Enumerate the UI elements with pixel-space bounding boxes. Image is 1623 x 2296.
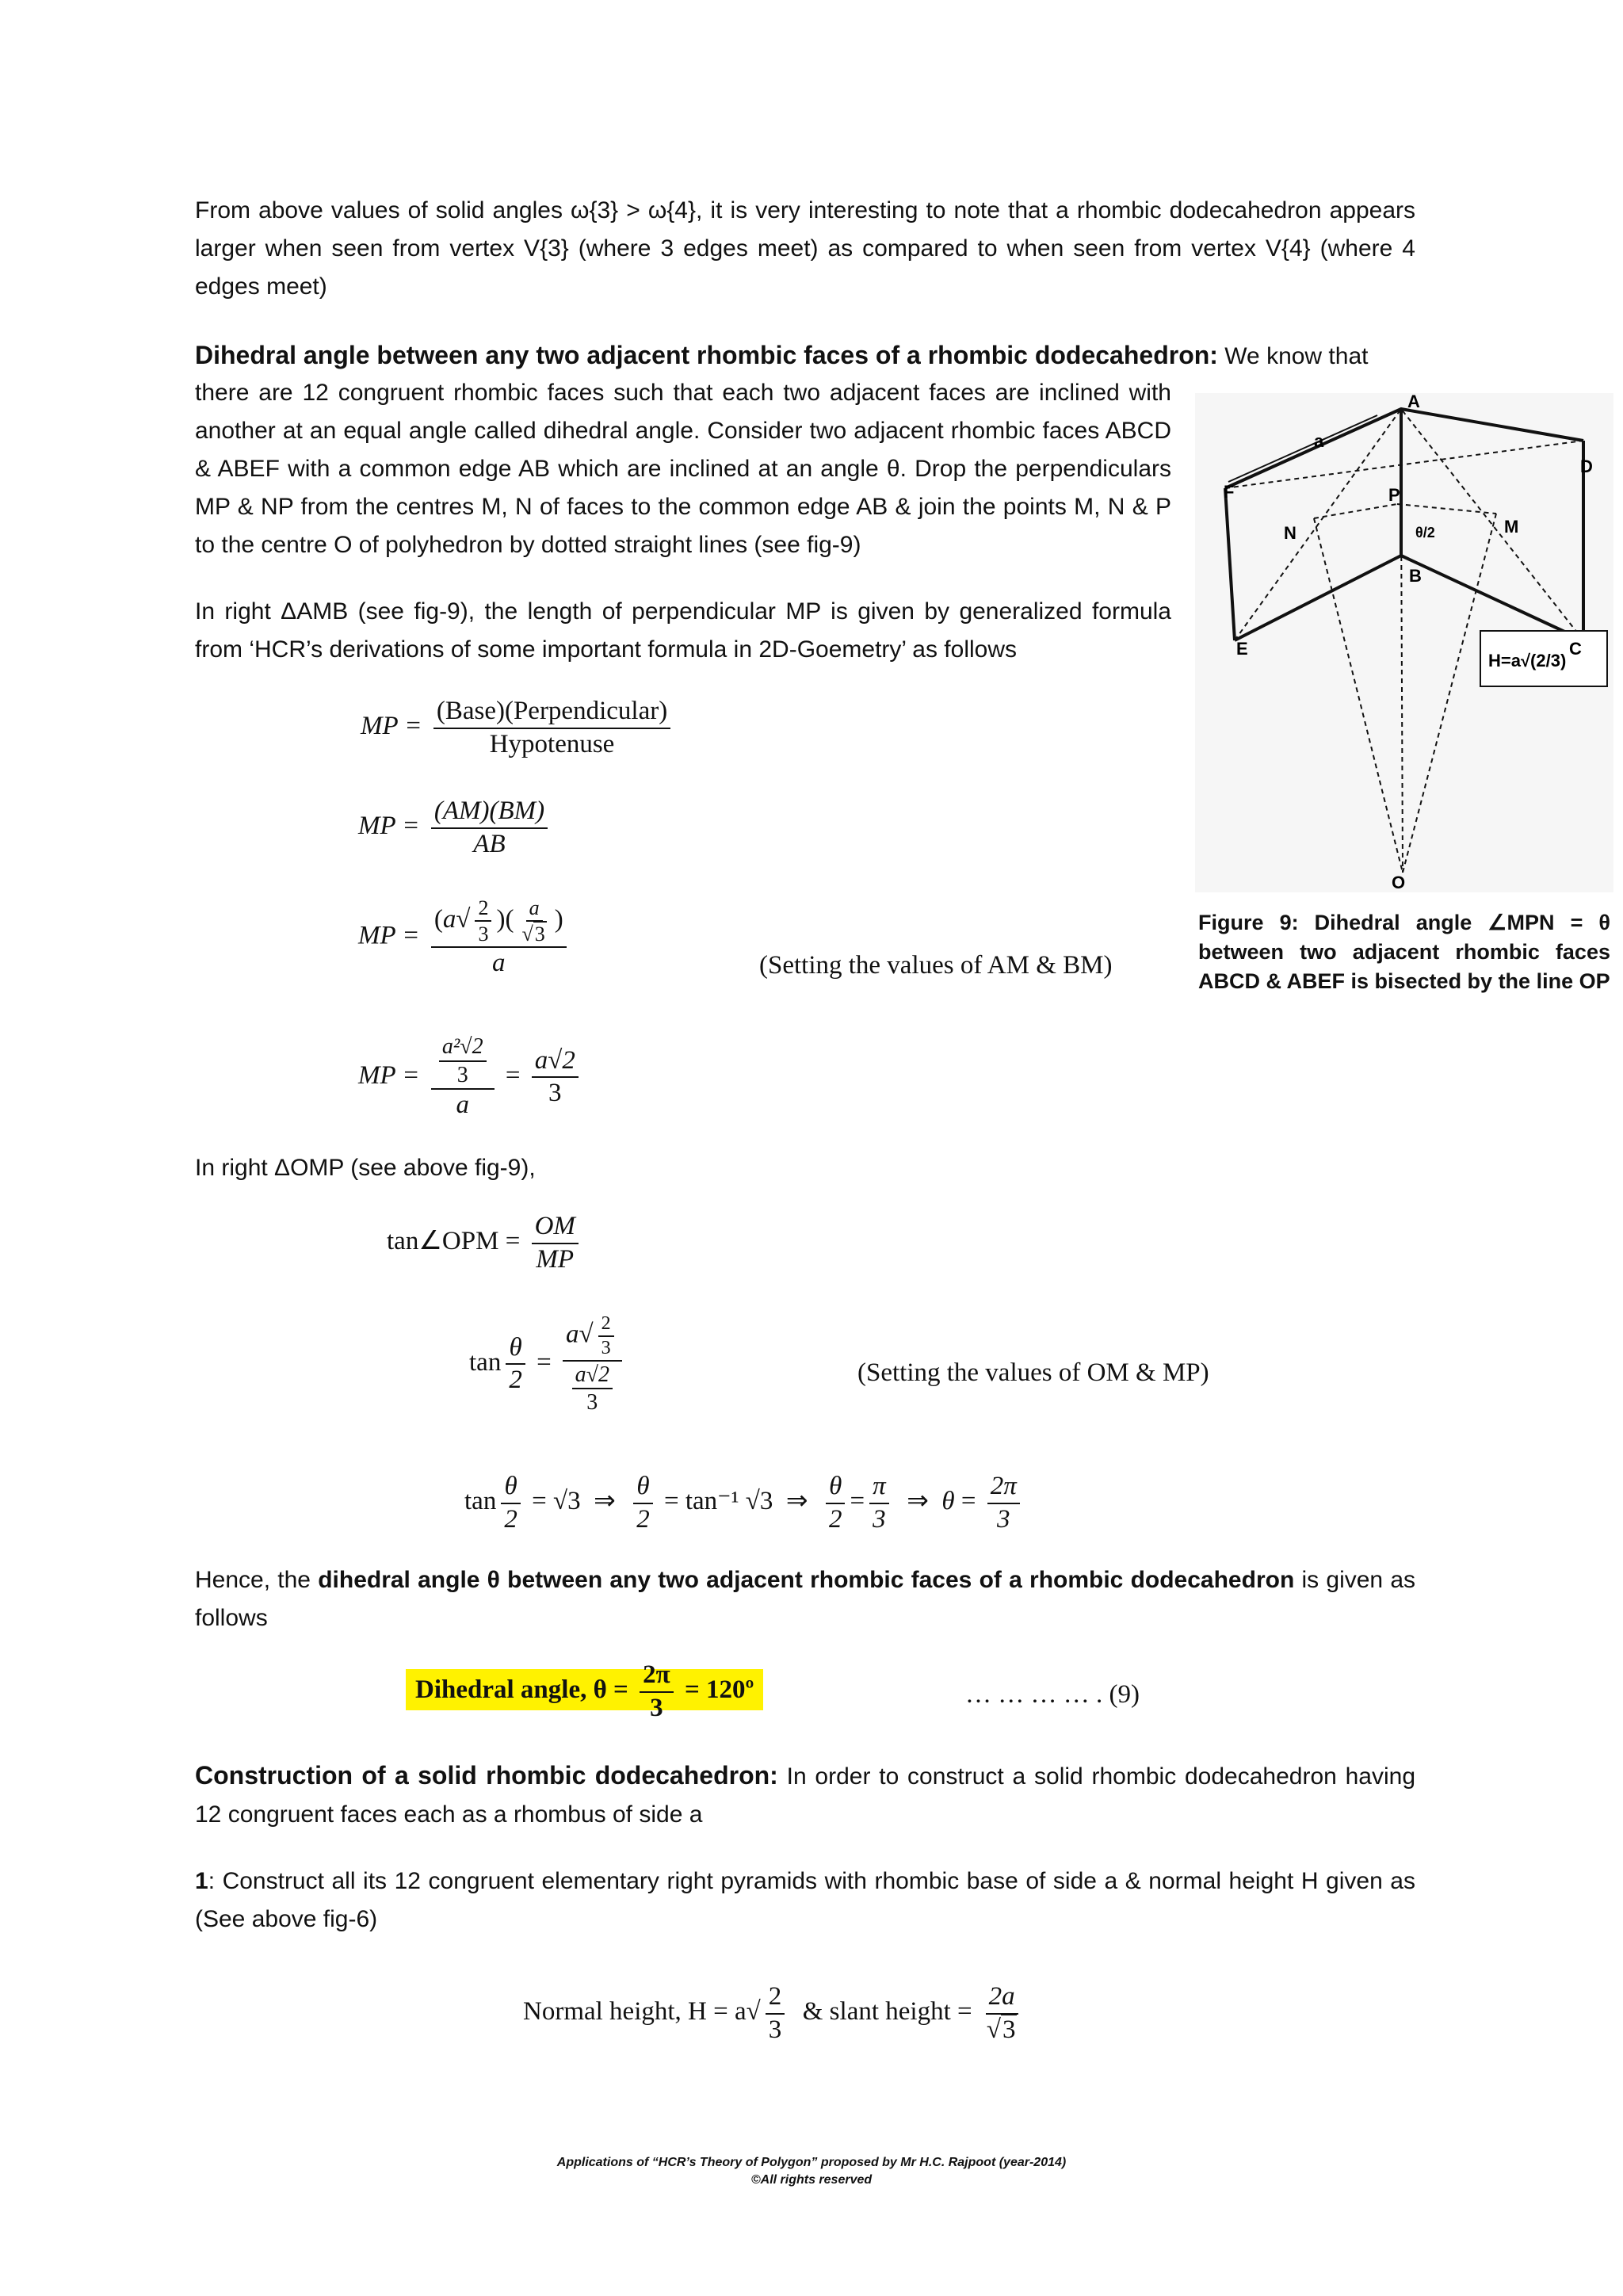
label-a-side: a <box>1314 431 1324 451</box>
construction-paragraph: Construction of a solid rhombic dodecahedron: In order to construct a solid rhombic dodecahedron having 12 congruent faces each as a rhombus of side a <box>195 1761 1416 1828</box>
label-n: N <box>1284 523 1296 543</box>
equation-number-9: … … … … . (9) <box>965 1680 1140 1709</box>
dihedral-result-highlight: Dihedral angle, θ = $\frac{2\pi}{3}$ = 120º <box>406 1669 763 1710</box>
setting-am-bm: (Setting the values of AM & BM) <box>759 951 1113 980</box>
eq-mp-substituted: MP = (a√ $\frac{2}{3}$ )( $\frac{a}{√3}$ ) a <box>358 896 571 980</box>
label-e: E <box>1236 639 1248 659</box>
eq-tan-half-theta: tan $\frac{\theta}{2}$ = a√ $\frac{2}{3}$ $\frac{a√2}{3}$ <box>469 1312 627 1416</box>
omp-paragraph: In right ΔOMP (see above fig-9), <box>195 1155 536 1181</box>
amb-paragraph: In right ΔAMB (see fig-9), the length of perpendicular MP is given by generalized formula from ‘HCR’s derivations of some important formula in 2D-Goemetry’ as follows <box>195 598 1171 663</box>
dihedral-heading-line <box>195 336 1415 376</box>
dihedral-heading-tail: We know that <box>1217 343 1369 369</box>
eq-tan-opm: tan∠OPM = $\frac{OM}{MP}$ <box>387 1211 583 1275</box>
dihedral-heading: Dihedral angle between any two adjacent rhombic faces of a rhombic dodecahedron: <box>195 341 1218 369</box>
label-o: O <box>1392 873 1406 892</box>
label-a: A <box>1407 393 1420 411</box>
label-m: M <box>1504 517 1519 537</box>
label-f: F <box>1224 482 1235 502</box>
label-b: B <box>1409 566 1422 586</box>
label-h: H=a√(2/3) <box>1488 651 1567 670</box>
intro-paragraph: From above values of solid angles ω{3} > ω{4}, it is very interesting to note that a rhombic dodecahedron appears larger when seen from vertex V{3} (where 3 edges meet) as compared to when seen from vertex V{4} (where 4 edges meet) <box>195 197 1415 300</box>
step-1-paragraph: 1: Construct all its 12 congruent elementary right pyramids with rhombic base of side a & normal height H given as (See above fig-6) <box>195 1868 1415 1932</box>
eq-normal-height: Normal height, H = a√ $\frac{2}{3}$ & slant height = $\frac{2a}{√3}$ <box>523 1981 1025 2046</box>
footer-line-2: ©All rights reserved <box>750 2173 873 2187</box>
label-p: P <box>1388 485 1400 505</box>
dihedral-result-box <box>406 1660 763 1724</box>
eq-theta-chain: tan $\frac{\theta}{2}$ = √3 ⇒ $\frac{\theta}{2}$ = tan⁻¹ √3 ⇒ $\frac{\theta}{2}$ = $\frac{\pi}{3}$ ⇒ θ = $\frac{2\pi}{3}$ <box>464 1471 1025 1535</box>
eq-mp-result: MP = $\frac{\frac{\text{a²√2}}{3}}{a}$ = $\frac{a√2}{3}$ <box>358 1033 583 1121</box>
footer-line-1: Applications of “HCR’s Theory of Polygon” proposed by Mr H.C. Rajpoot (year-2014) <box>556 2156 1067 2169</box>
construction-heading: Construction of a solid rhombic dodecahedron: <box>195 1761 778 1790</box>
rhombic-dodecahedron-diagram <box>1195 393 1613 892</box>
label-half-theta: θ/2 <box>1415 525 1435 541</box>
label-d: D <box>1580 457 1593 476</box>
figure-9 <box>1195 393 1613 892</box>
side-a-arrow <box>1228 415 1377 482</box>
setting-om-mp: (Setting the values of OM & MP) <box>857 1358 1209 1387</box>
eq-mp-general: MP = $\frac{\text{(Base)(Perpendicular)}}{\text{Hypotenuse}}$ <box>361 696 675 760</box>
figure-9-caption: Figure 9: Dihedral angle ∠MPN = θ between two adjacent rhombic faces ABCD & ABEF is bisected by the line OP <box>1198 911 1610 993</box>
conclusion-bold: dihedral angle θ between any two adjacent rhombic faces of a rhombic dodecahedron <box>318 1567 1295 1593</box>
label-c: C <box>1569 639 1582 659</box>
dihedral-body: there are 12 congruent rhombic faces such that each two adjacent faces are inclined with another at an equal angle called dihedral angle. Consider two adjacent rhombic faces ABCD & ABEF with a common edge AB which are inclined at an angle θ. Drop the perpendiculars MP & NP from the centres M, N of faces to the common edge AB & join the points M, N & P to the centre O of polyhedron by dotted straight lines (see fig-9) <box>195 380 1171 558</box>
eq-mp-amb: MP = $\frac{(AM)(BM)}{AB}$ <box>358 796 552 860</box>
conclusion-paragraph: Hence, the dihedral angle θ between any two adjacent rhombic faces of a rhombic dodecahedron is given as follows <box>195 1567 1416 1631</box>
